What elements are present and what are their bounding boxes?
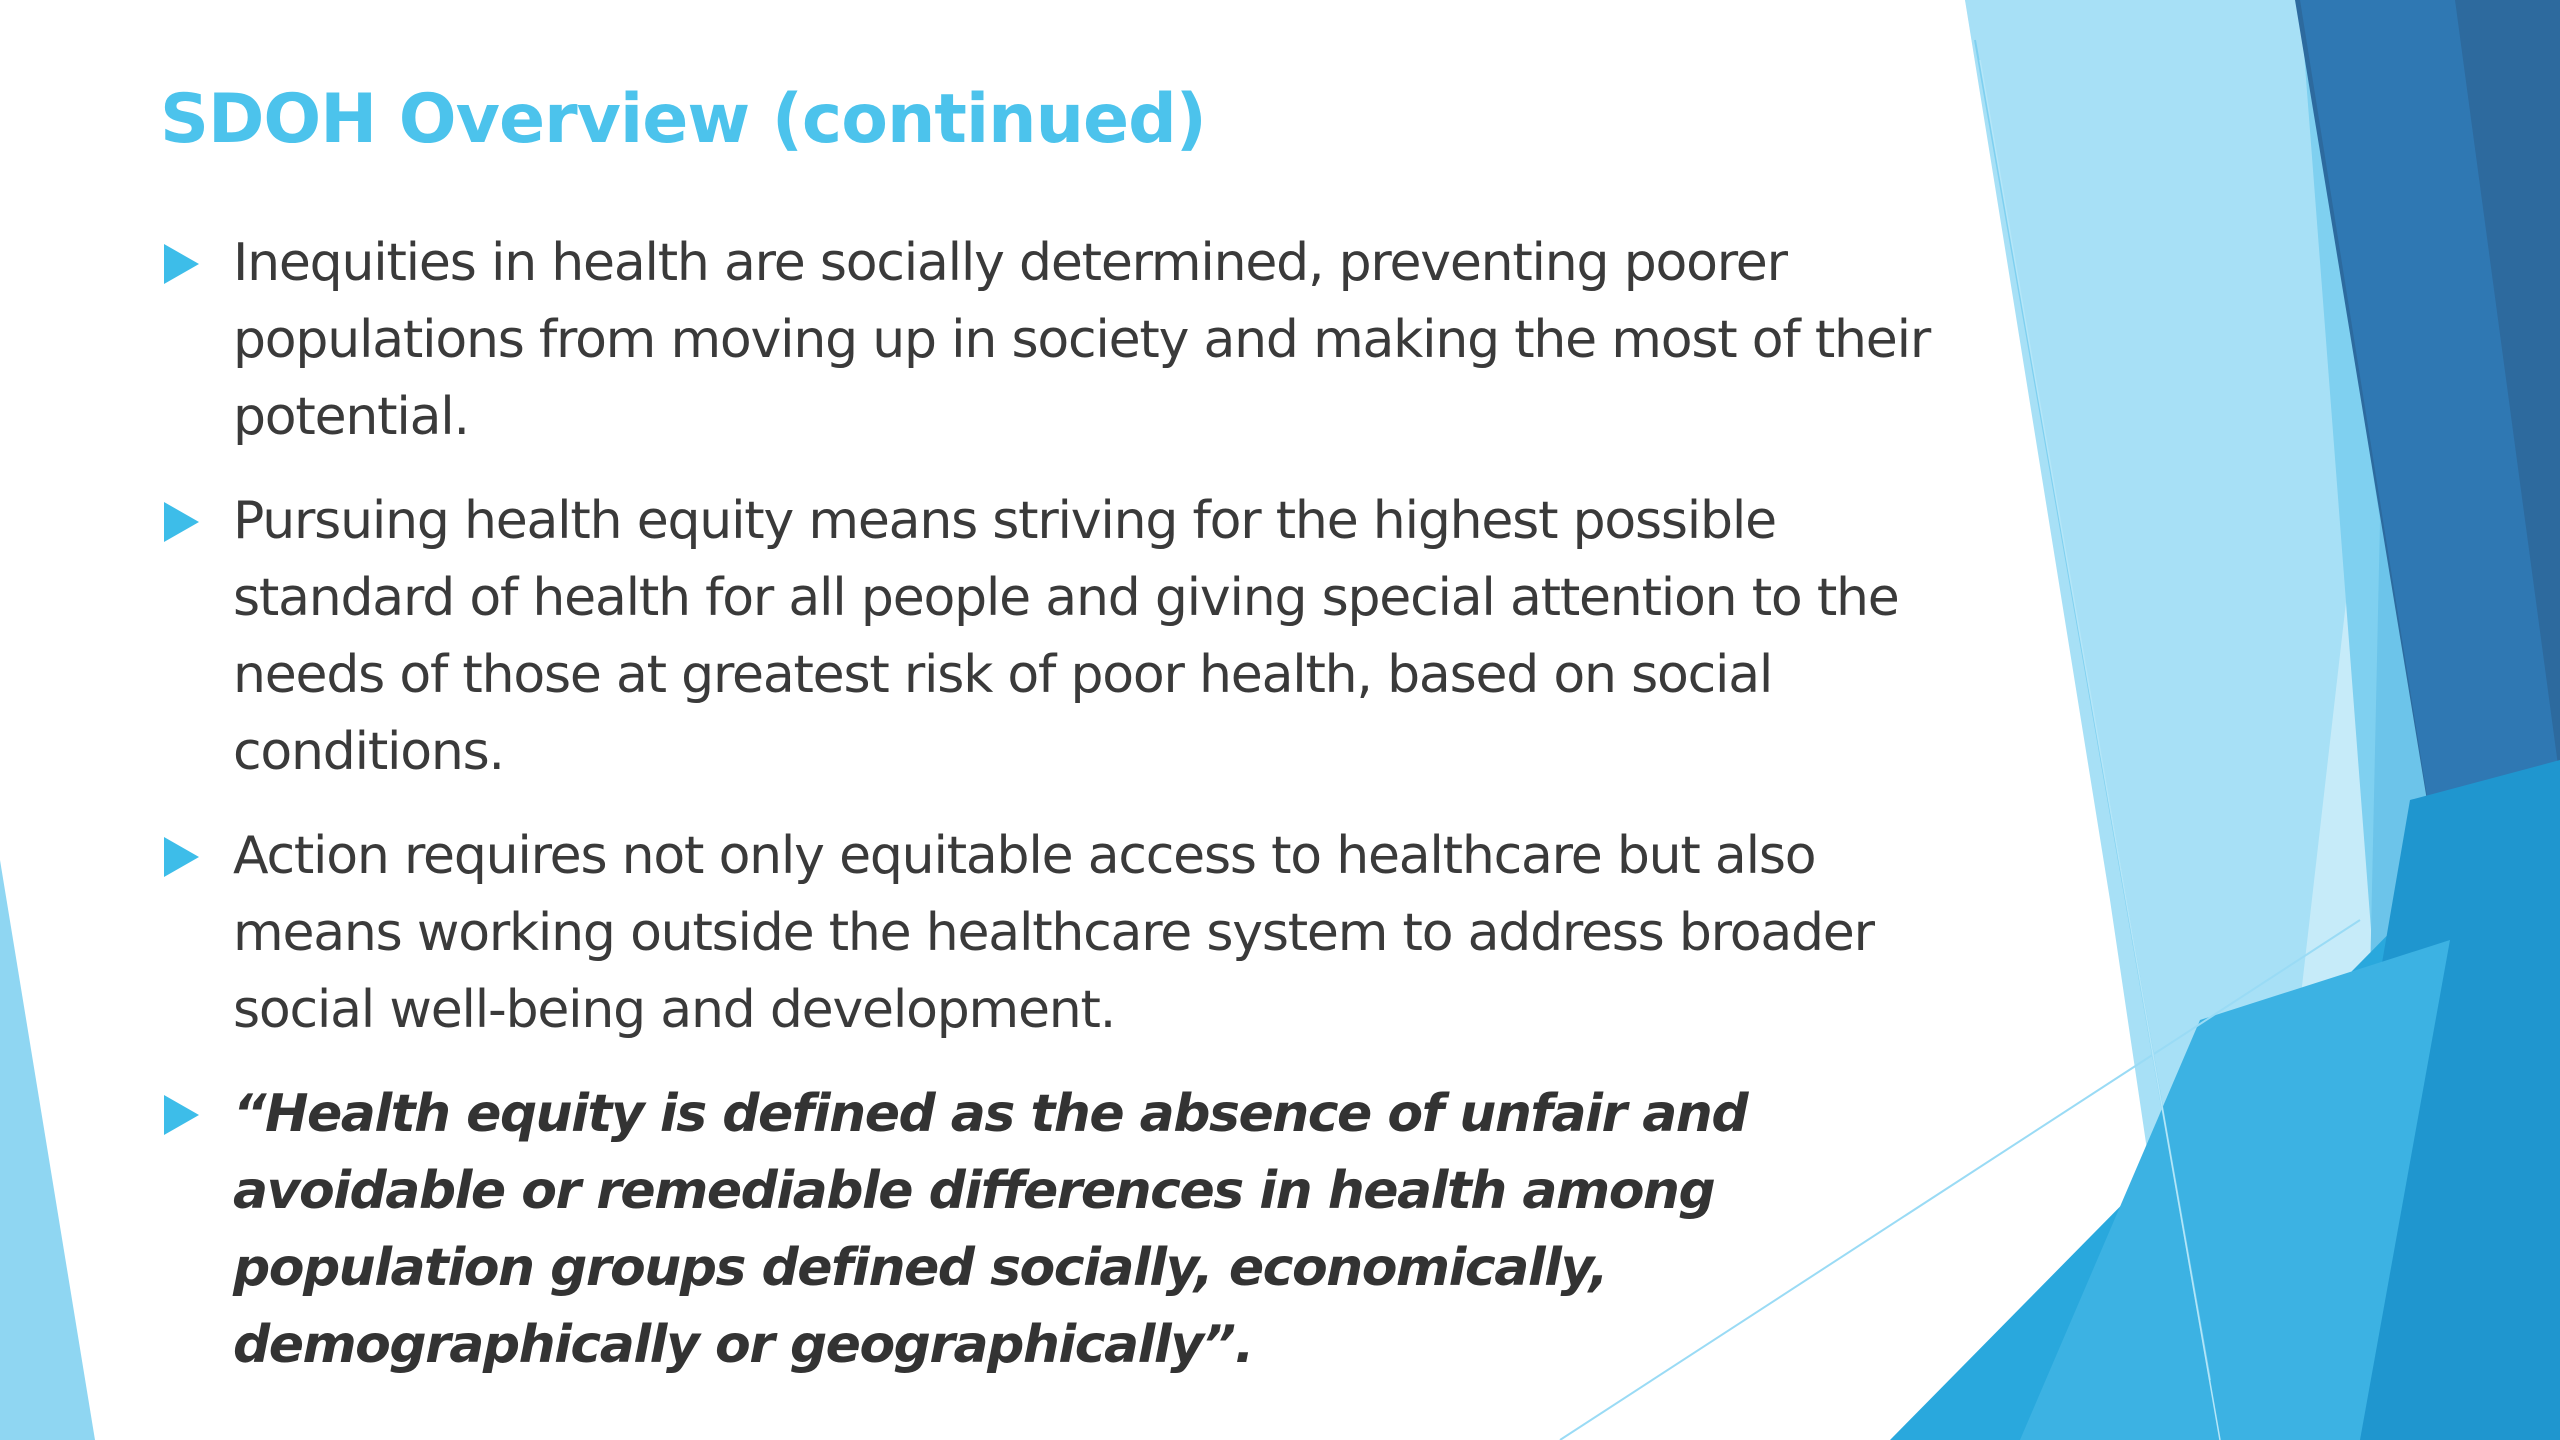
bullet-text: Action requires not only equitable access to healthcare but also means working outside the healthcare system to address broader social well-being and development. (233, 826, 1874, 1040)
slide-title: SDOH Overview (continued) (160, 80, 1206, 159)
bullet-item (160, 225, 1940, 456)
bullet-text: Inequities in health are socially determined, preventing poorer populations from moving up in society and making the most of their potential. (233, 233, 1931, 447)
triangle-right-icon (164, 502, 199, 542)
bullet-item (160, 483, 1940, 791)
bullet-item (160, 818, 1940, 1049)
bullet-text-quote: “Health equity is defined as the absence of unfair and avoidable or remediable differences in health among population groups defined socially, economically, demographically or geographically”. (233, 1084, 1748, 1375)
bullet-list (160, 225, 1940, 1411)
triangle-right-icon (164, 1095, 199, 1135)
bullet-item-quote (160, 1076, 1940, 1384)
left-edge-shape (0, 860, 95, 1440)
triangle-right-icon (164, 837, 199, 877)
bullet-text: Pursuing health equity means striving for the highest possible standard of health for all people and giving special attention to the needs of those at greatest risk of poor health, based on social conditions. (233, 491, 1899, 782)
triangle-right-icon (164, 244, 199, 284)
